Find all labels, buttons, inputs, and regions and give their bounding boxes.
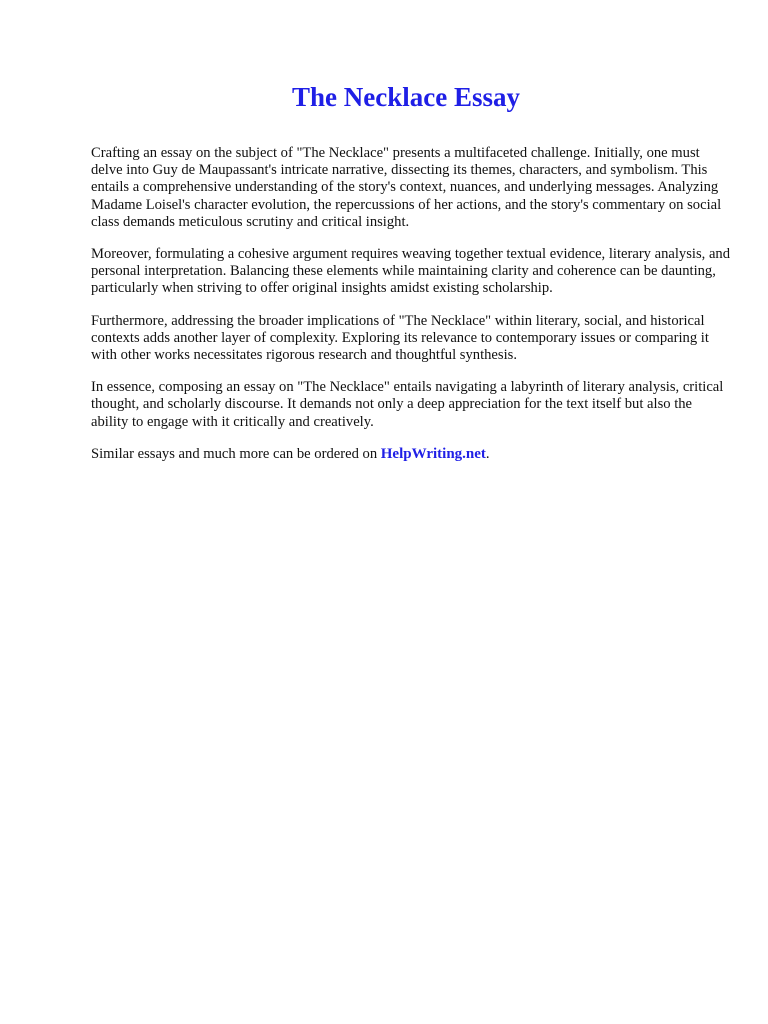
paragraph-4: In essence, composing an essay on "The Necklace" entails navigating a labyrinth of literary analysis, critical thought, and scholarly discourse. It demands not only a deep appreciation for the text itself but also the ability to engage with it critically and creatively.: [91, 379, 724, 430]
footer-line: [91, 446, 731, 463]
essay-body: [91, 145, 731, 478]
paragraph-2: Moreover, formulating a cohesive argument requires weaving together textual evidence, literary analysis, and personal interpretation. Balancing these elements while maintaining clarity and coherence can be daunting, particularly when striving to offer original insights amidst existing scholarship.: [91, 246, 731, 297]
paragraph-1: Crafting an essay on the subject of "The Necklace" presents a multifaceted challenge. Initially, one must delve into Guy de Maupassant's intricate narrative, dissecting its themes, characters, and symbolism. This entails a comprehensive understanding of the story's context, nuances, and underlying messages. Analyzing Madame Loisel's character evolution, the repercussions of her actions, and the story's commentary on social class demands meticulous scrutiny and critical insight.: [91, 145, 722, 230]
helpwriting-link[interactable]: HelpWriting.net: [380, 445, 486, 462]
footer-prefix: Similar essays and much more can be ordered on: [91, 445, 381, 462]
footer-suffix: .: [485, 445, 490, 462]
page-title: The Necklace Essay: [292, 82, 520, 112]
paragraph-3: Furthermore, addressing the broader implications of "The Necklace" within literary, social, and historical contexts adds another layer of complexity. Exploring its relevance to contemporary issues or comparing it with other works necessitates rigorous research and thoughtful synthesis.: [91, 312, 709, 364]
